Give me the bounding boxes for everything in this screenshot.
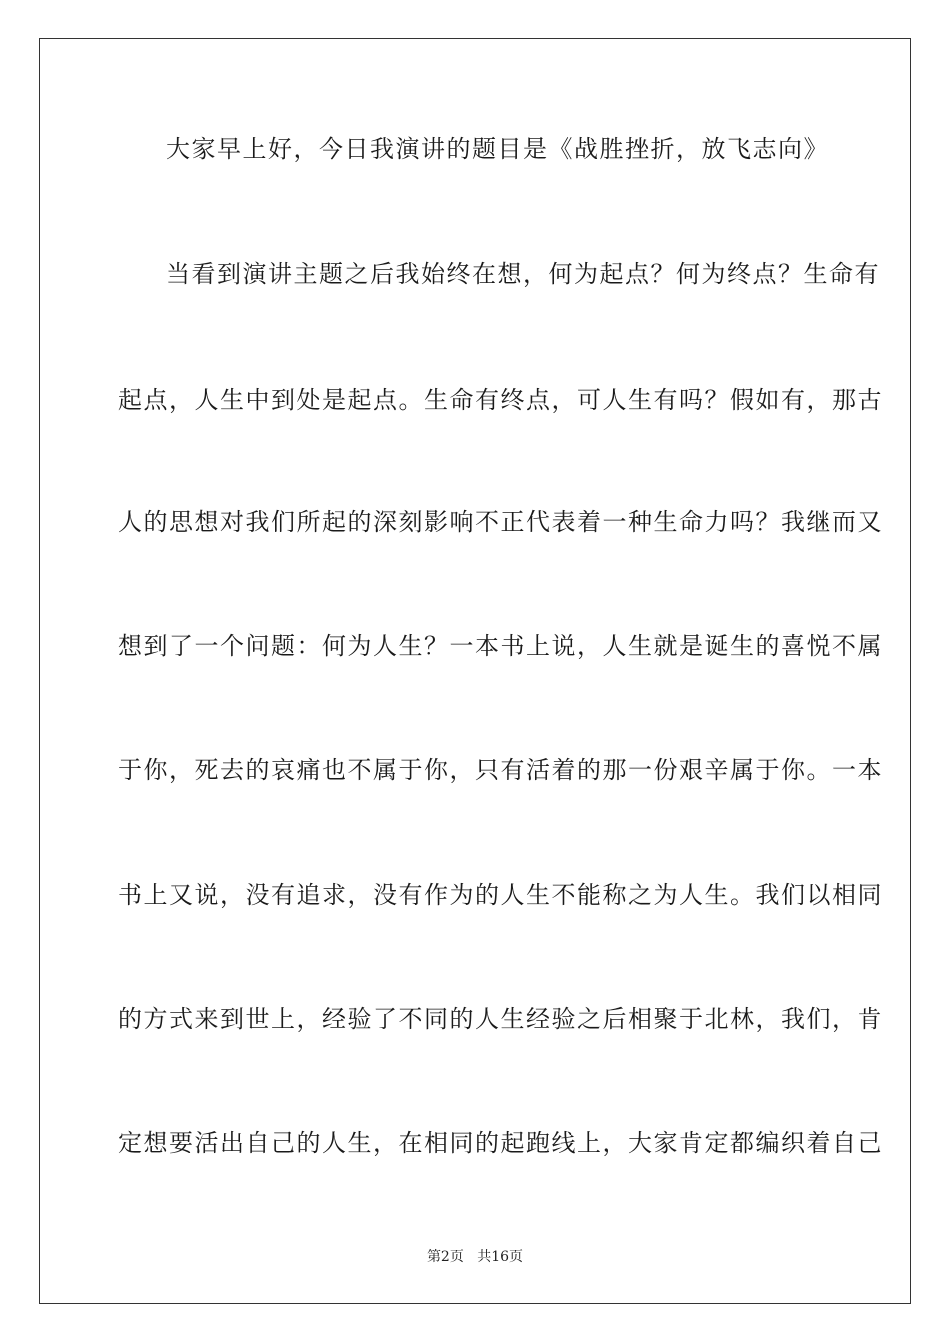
text-line-3: 起点，人生中到处是起点。生命有终点，可人生有吗？假如有，那古: [118, 386, 883, 414]
text-line-8: 的方式来到世上，经验了不同的人生经验之后相聚于北林，我们，肯: [118, 1005, 883, 1033]
page-total: 共16页: [477, 1249, 524, 1265]
text-line-9: 定想要活出自己的人生，在相同的起跑线上，大家肯定都编织着自己: [118, 1129, 883, 1157]
page-border: [39, 38, 911, 1304]
text-line-5: 想到了一个问题：何为人生？一本书上说，人生就是诞生的喜悦不属: [118, 632, 883, 660]
page-footer: [0, 1248, 950, 1266]
text-line-2: 当看到演讲主题之后我始终在想，何为起点？何为终点？生命有: [166, 260, 880, 288]
text-line-6: 于你，死去的哀痛也不属于你，只有活着的那一份艰辛属于你。一本: [118, 756, 883, 784]
page-number: 第2页: [426, 1249, 464, 1265]
text-line-1: 大家早上好，今日我演讲的题目是《战胜挫折，放飞志向》: [166, 135, 829, 163]
text-line-7: 书上又说，没有追求，没有作为的人生不能称之为人生。我们以相同: [118, 881, 883, 909]
text-line-4: 人的思想对我们所起的深刻影响不正代表着一种生命力吗？我继而又: [118, 508, 883, 536]
